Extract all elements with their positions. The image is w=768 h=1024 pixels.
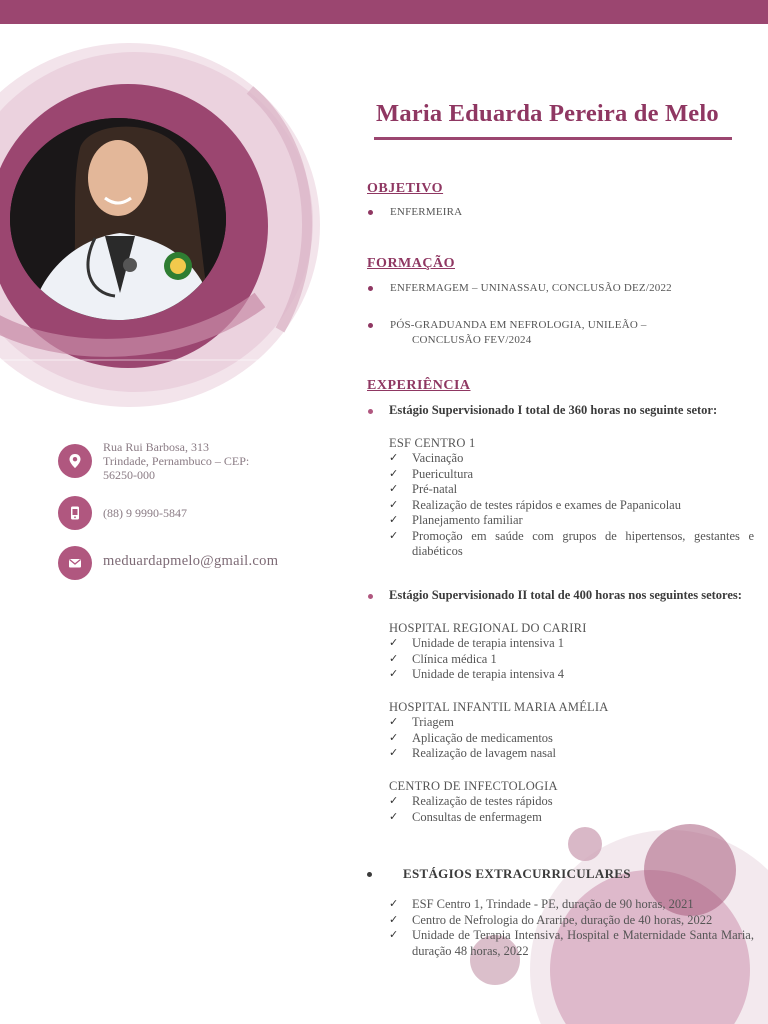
formacao-item-2: PÓS-GRADUANDA EM NEFROLOGIA, UNILEÃO – — [390, 319, 647, 331]
section-objetivo-title: OBJETIVO — [367, 181, 444, 196]
estagio-1-block — [389, 403, 754, 560]
list-item: ✓ Vacinação — [389, 451, 754, 467]
section-formacao-title: FORMAÇÃO — [367, 256, 455, 271]
contact-phone — [58, 496, 187, 530]
list-item: ✓ Clínica médica 1 — [389, 652, 754, 668]
list-item: ✓ Realização de testes rápidos e exames de Papanicolau — [389, 498, 754, 514]
section-extracurriculares-title: ESTÁGIOS EXTRACURRICULARES — [403, 866, 631, 881]
list-item: ✓ Unidade de Terapia Intensiva, Hospital e Maternidade Santa Maria, duração 48 horas, 2022 — [389, 928, 754, 959]
objetivo-item: ENFERMEIRA — [390, 206, 463, 218]
list-item: ✓ Unidade de terapia intensiva 1 — [389, 636, 754, 652]
name-underline — [374, 137, 732, 140]
phone-icon — [58, 496, 92, 530]
envelope-icon — [58, 546, 92, 580]
section-experiencia-title: EXPERIÊNCIA — [367, 378, 471, 393]
email-link[interactable]: meduardapmelo@gmail.com — [103, 553, 279, 569]
extracurriculares-list — [389, 897, 754, 959]
phone-text: (88) 9 9990-5847 — [103, 506, 187, 520]
address-line-1: Rua Rui Barbosa, 313 — [103, 440, 209, 454]
list-item: ✓ Realização de lavagem nasal — [389, 746, 754, 762]
list-item: ✓ Centro de Nefrologia do Araripe, duração de 40 horas, 2022 — [389, 913, 754, 929]
estagio-2-list-1 — [389, 636, 754, 683]
estagio-1-place: ESF CENTRO 1 — [389, 435, 476, 450]
formacao-item-2-line-2: CONCLUSÃO FEV/2024 — [412, 334, 532, 346]
estagio-1-lead: Estágio Supervisionado I total de 360 horas no seguinte setor: — [389, 403, 754, 419]
list-item: ✓ Consultas de enfermagem — [389, 810, 754, 826]
estagio-2-place-1: HOSPITAL REGIONAL DO CARIRI — [389, 620, 587, 635]
list-item: ✓ ESF Centro 1, Trindade - PE, duração de 90 horas, 2021 — [389, 897, 754, 913]
estagio-2-block — [389, 588, 754, 825]
list-item: ✓ Pré-natal — [389, 482, 754, 498]
estagio-2-lead: Estágio Supervisionado II total de 400 horas nos seguintes setores: — [389, 588, 754, 604]
location-pin-icon — [58, 444, 92, 478]
list-item: ✓ Aplicação de medicamentos — [389, 731, 754, 747]
estagio-2-place-3: CENTRO DE INFECTOLOGIA — [389, 778, 558, 793]
contact-address — [58, 440, 250, 482]
list-item: ✓ Triagem — [389, 715, 754, 731]
contact-email — [58, 546, 278, 580]
formacao-item-2-cont — [412, 333, 531, 348]
profile-photo — [10, 118, 226, 320]
formacao-item-1: ENFERMAGEM – UNINASSAU, CONCLUSÃO DEZ/2022 — [390, 282, 672, 294]
address-text — [103, 440, 249, 482]
extracurriculares-block — [389, 897, 754, 959]
address-line-3: 56250-000 — [103, 468, 155, 482]
address-line-2: Trindade, Pernambuco – CEP: — [103, 454, 250, 468]
list-item: ✓ Promoção em saúde com grupos de hipertensos, gestantes e diabéticos — [389, 529, 754, 560]
list-item: ✓ Realização de testes rápidos — [389, 794, 754, 810]
candidate-name: Maria Eduarda Pereira de Melo — [376, 100, 719, 127]
estagio-2-place-2: HOSPITAL INFANTIL MARIA AMÉLIA — [389, 699, 609, 714]
list-item: ✓ Planejamento familiar — [389, 513, 754, 529]
list-item: ✓ Puericultura — [389, 467, 754, 483]
list-item: ✓ Unidade de terapia intensiva 4 — [389, 667, 754, 683]
estagio-1-list — [389, 451, 754, 560]
estagio-2-list-2 — [389, 715, 754, 762]
